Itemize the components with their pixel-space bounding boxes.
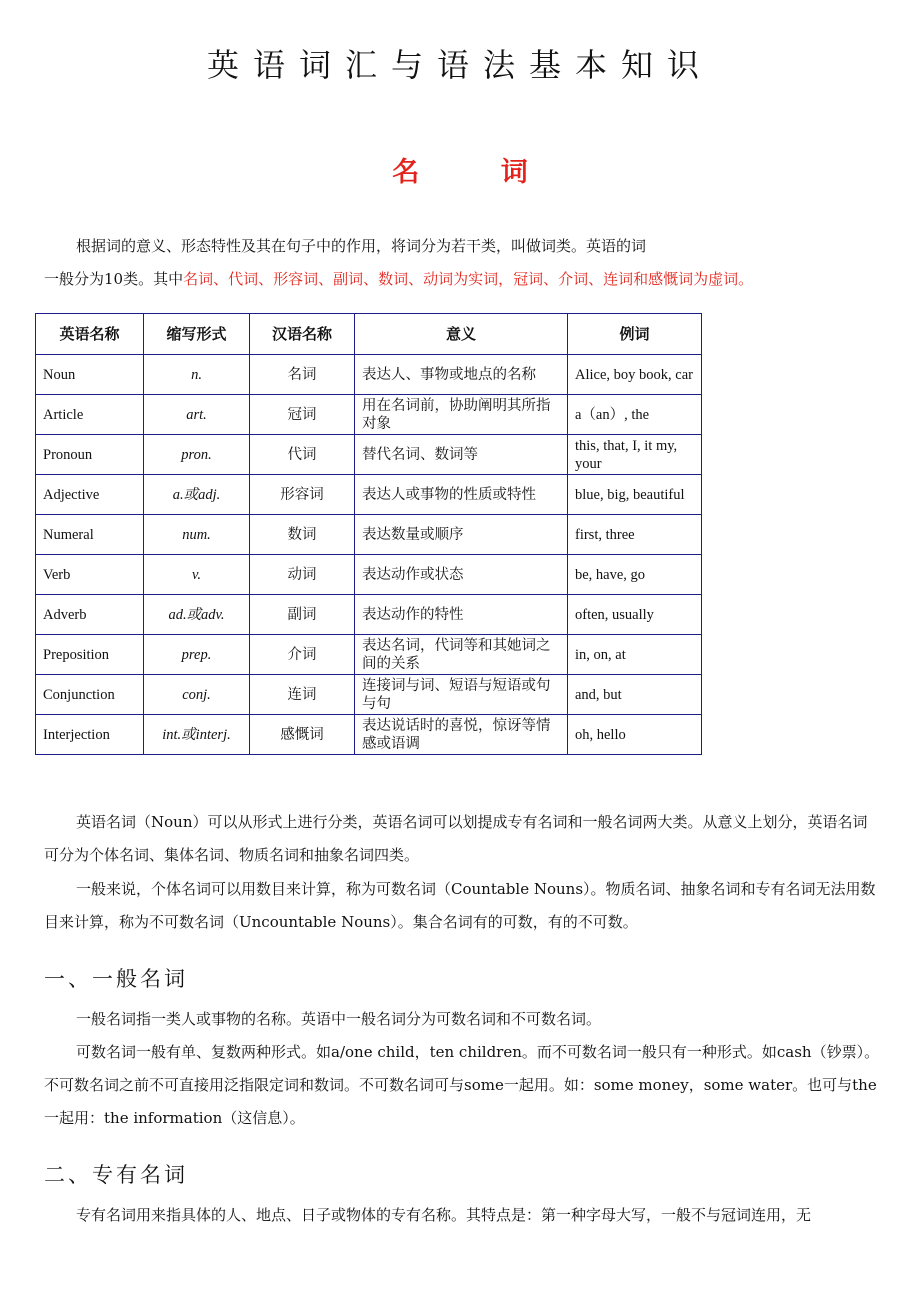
cell-chinese-name: 数词 [250, 515, 355, 555]
cell-english-name: Article [36, 395, 144, 435]
cell-chinese-name: 冠词 [250, 395, 355, 435]
header-abbreviation: 缩写形式 [144, 314, 250, 355]
table-row [36, 555, 702, 595]
intro-paragraph [44, 230, 880, 296]
cell-abbreviation: pron. [144, 435, 250, 475]
cell-meaning: 表达数量或顺序 [355, 515, 568, 555]
table-row [36, 675, 702, 715]
cell-chinese-name: 名词 [250, 355, 355, 395]
cell-english-name: Adverb [36, 595, 144, 635]
cell-chinese-name: 介词 [250, 635, 355, 675]
document-title: 英语词汇与语法基本知识 [206, 46, 713, 84]
intro-line-2-red: 名词、代词、形容词、副词、数词、动词为实词，冠词、介词、连词和感慨词为虚词。 [183, 270, 754, 288]
header-english-name: 英语名称 [36, 314, 144, 355]
cell-abbreviation: n. [144, 355, 250, 395]
cell-meaning: 用在名词前，协助阐明其所指对象 [355, 395, 568, 435]
cell-meaning: 表达动作的特性 [355, 595, 568, 635]
word-class-table [35, 313, 702, 755]
cell-abbreviation: v. [144, 555, 250, 595]
cell-english-name: Interjection [36, 715, 144, 755]
cell-chinese-name: 感慨词 [250, 715, 355, 755]
table-row [36, 355, 702, 395]
noun-classification-paragraph: 英语名词（Noun）可以从形式上进行分类，英语名词可以划提成专有名词和一般名词两大类。从意义上划分，英语名词可分为个体名词、集体名词、物质名词和抽象名词四类。 [44, 813, 868, 864]
cell-examples: in, on, at [568, 635, 702, 675]
cell-examples: oh, hello [568, 715, 702, 755]
cell-meaning: 表达动作或状态 [355, 555, 568, 595]
general-nouns-paragraph: 一般名词指一类人或事物的名称。英语中一般名词分为可数名词和不可数名词。 [76, 1010, 602, 1028]
cell-examples: be, have, go [568, 555, 702, 595]
cell-english-name: Pronoun [36, 435, 144, 475]
table-row [36, 435, 702, 475]
cell-english-name: Noun [36, 355, 144, 395]
countable-paragraph: 一般来说，个体名词可以用数目来计算，称为可数名词（Countable Nouns）。物质名词、抽象名词和专有名词无法用数目来计算，称为不可数名词（Uncountable Nouns）。集合名词有的可数，有的不可数。 [44, 880, 876, 931]
cell-meaning: 连接词与词、短语与短语或句与句 [355, 675, 568, 715]
cell-abbreviation: int.或interj. [144, 715, 250, 755]
table-row [36, 715, 702, 755]
cell-examples: and, but [568, 675, 702, 715]
cell-english-name: Adjective [36, 475, 144, 515]
heading-general-nouns: 一、一般名词 [44, 967, 188, 991]
cell-abbreviation: art. [144, 395, 250, 435]
cell-examples: a（an）, the [568, 395, 702, 435]
intro-line-2-prefix: 一般分为10类。其中 [44, 270, 184, 288]
cell-chinese-name: 动词 [250, 555, 355, 595]
cell-chinese-name: 代词 [250, 435, 355, 475]
cell-examples: often, usually [568, 595, 702, 635]
cell-chinese-name: 形容词 [250, 475, 355, 515]
cell-meaning: 表达说话时的喜悦，惊讶等情感或语调 [355, 715, 568, 755]
table-row [36, 635, 702, 675]
cell-abbreviation: conj. [144, 675, 250, 715]
header-meaning: 意义 [355, 314, 568, 355]
cell-examples: this, that, I, it my, your [568, 435, 702, 475]
table-header-row [36, 314, 702, 355]
cell-meaning: 表达名词，代词等和其她词之间的关系 [355, 635, 568, 675]
cell-abbreviation: num. [144, 515, 250, 555]
cell-abbreviation: ad.或adv. [144, 595, 250, 635]
cell-english-name: Verb [36, 555, 144, 595]
table-row [36, 395, 702, 435]
header-chinese-name: 汉语名称 [250, 314, 355, 355]
table-row [36, 595, 702, 635]
cell-meaning: 替代名词、数词等 [355, 435, 568, 475]
cell-meaning: 表达人、事物或地点的名称 [355, 355, 568, 395]
cell-english-name: Numeral [36, 515, 144, 555]
cell-english-name: Conjunction [36, 675, 144, 715]
header-examples: 例词 [568, 314, 702, 355]
table-row [36, 515, 702, 555]
countable-forms-paragraph: 可数名词一般有单、复数两种形式。如a/one child，ten children。而不可数名词一般只有一种形式。如cash（钞票）。不可数名词之前不可直接用泛指限定词和数词。不可数名词可与some一起用。如：some money，some water。也可与the一起用：the information（这信息）。 [44, 1043, 880, 1127]
proper-nouns-paragraph: 专有名词用来指具体的人、地点、日子或物体的专有名称。其特点是：第一种字母大写，一般不与冠词连用，无 [76, 1206, 812, 1224]
cell-examples: Alice, boy book, car [568, 355, 702, 395]
cell-chinese-name: 连词 [250, 675, 355, 715]
intro-line-2 [44, 263, 880, 296]
cell-abbreviation: prep. [144, 635, 250, 675]
cell-abbreviation: a.或adj. [144, 475, 250, 515]
cell-examples: blue, big, beautiful [568, 475, 702, 515]
cell-examples: first, three [568, 515, 702, 555]
table-row [36, 475, 702, 515]
heading-proper-nouns: 二、专有名词 [44, 1163, 188, 1187]
cell-meaning: 表达人或事物的性质或特性 [355, 475, 568, 515]
cell-chinese-name: 副词 [250, 595, 355, 635]
intro-line-1: 根据词的意义、形态特性及其在句子中的作用，将词分为若干类，叫做词类。英语的词 [76, 237, 647, 255]
cell-english-name: Preposition [36, 635, 144, 675]
section-title: 名 词 [392, 157, 564, 188]
